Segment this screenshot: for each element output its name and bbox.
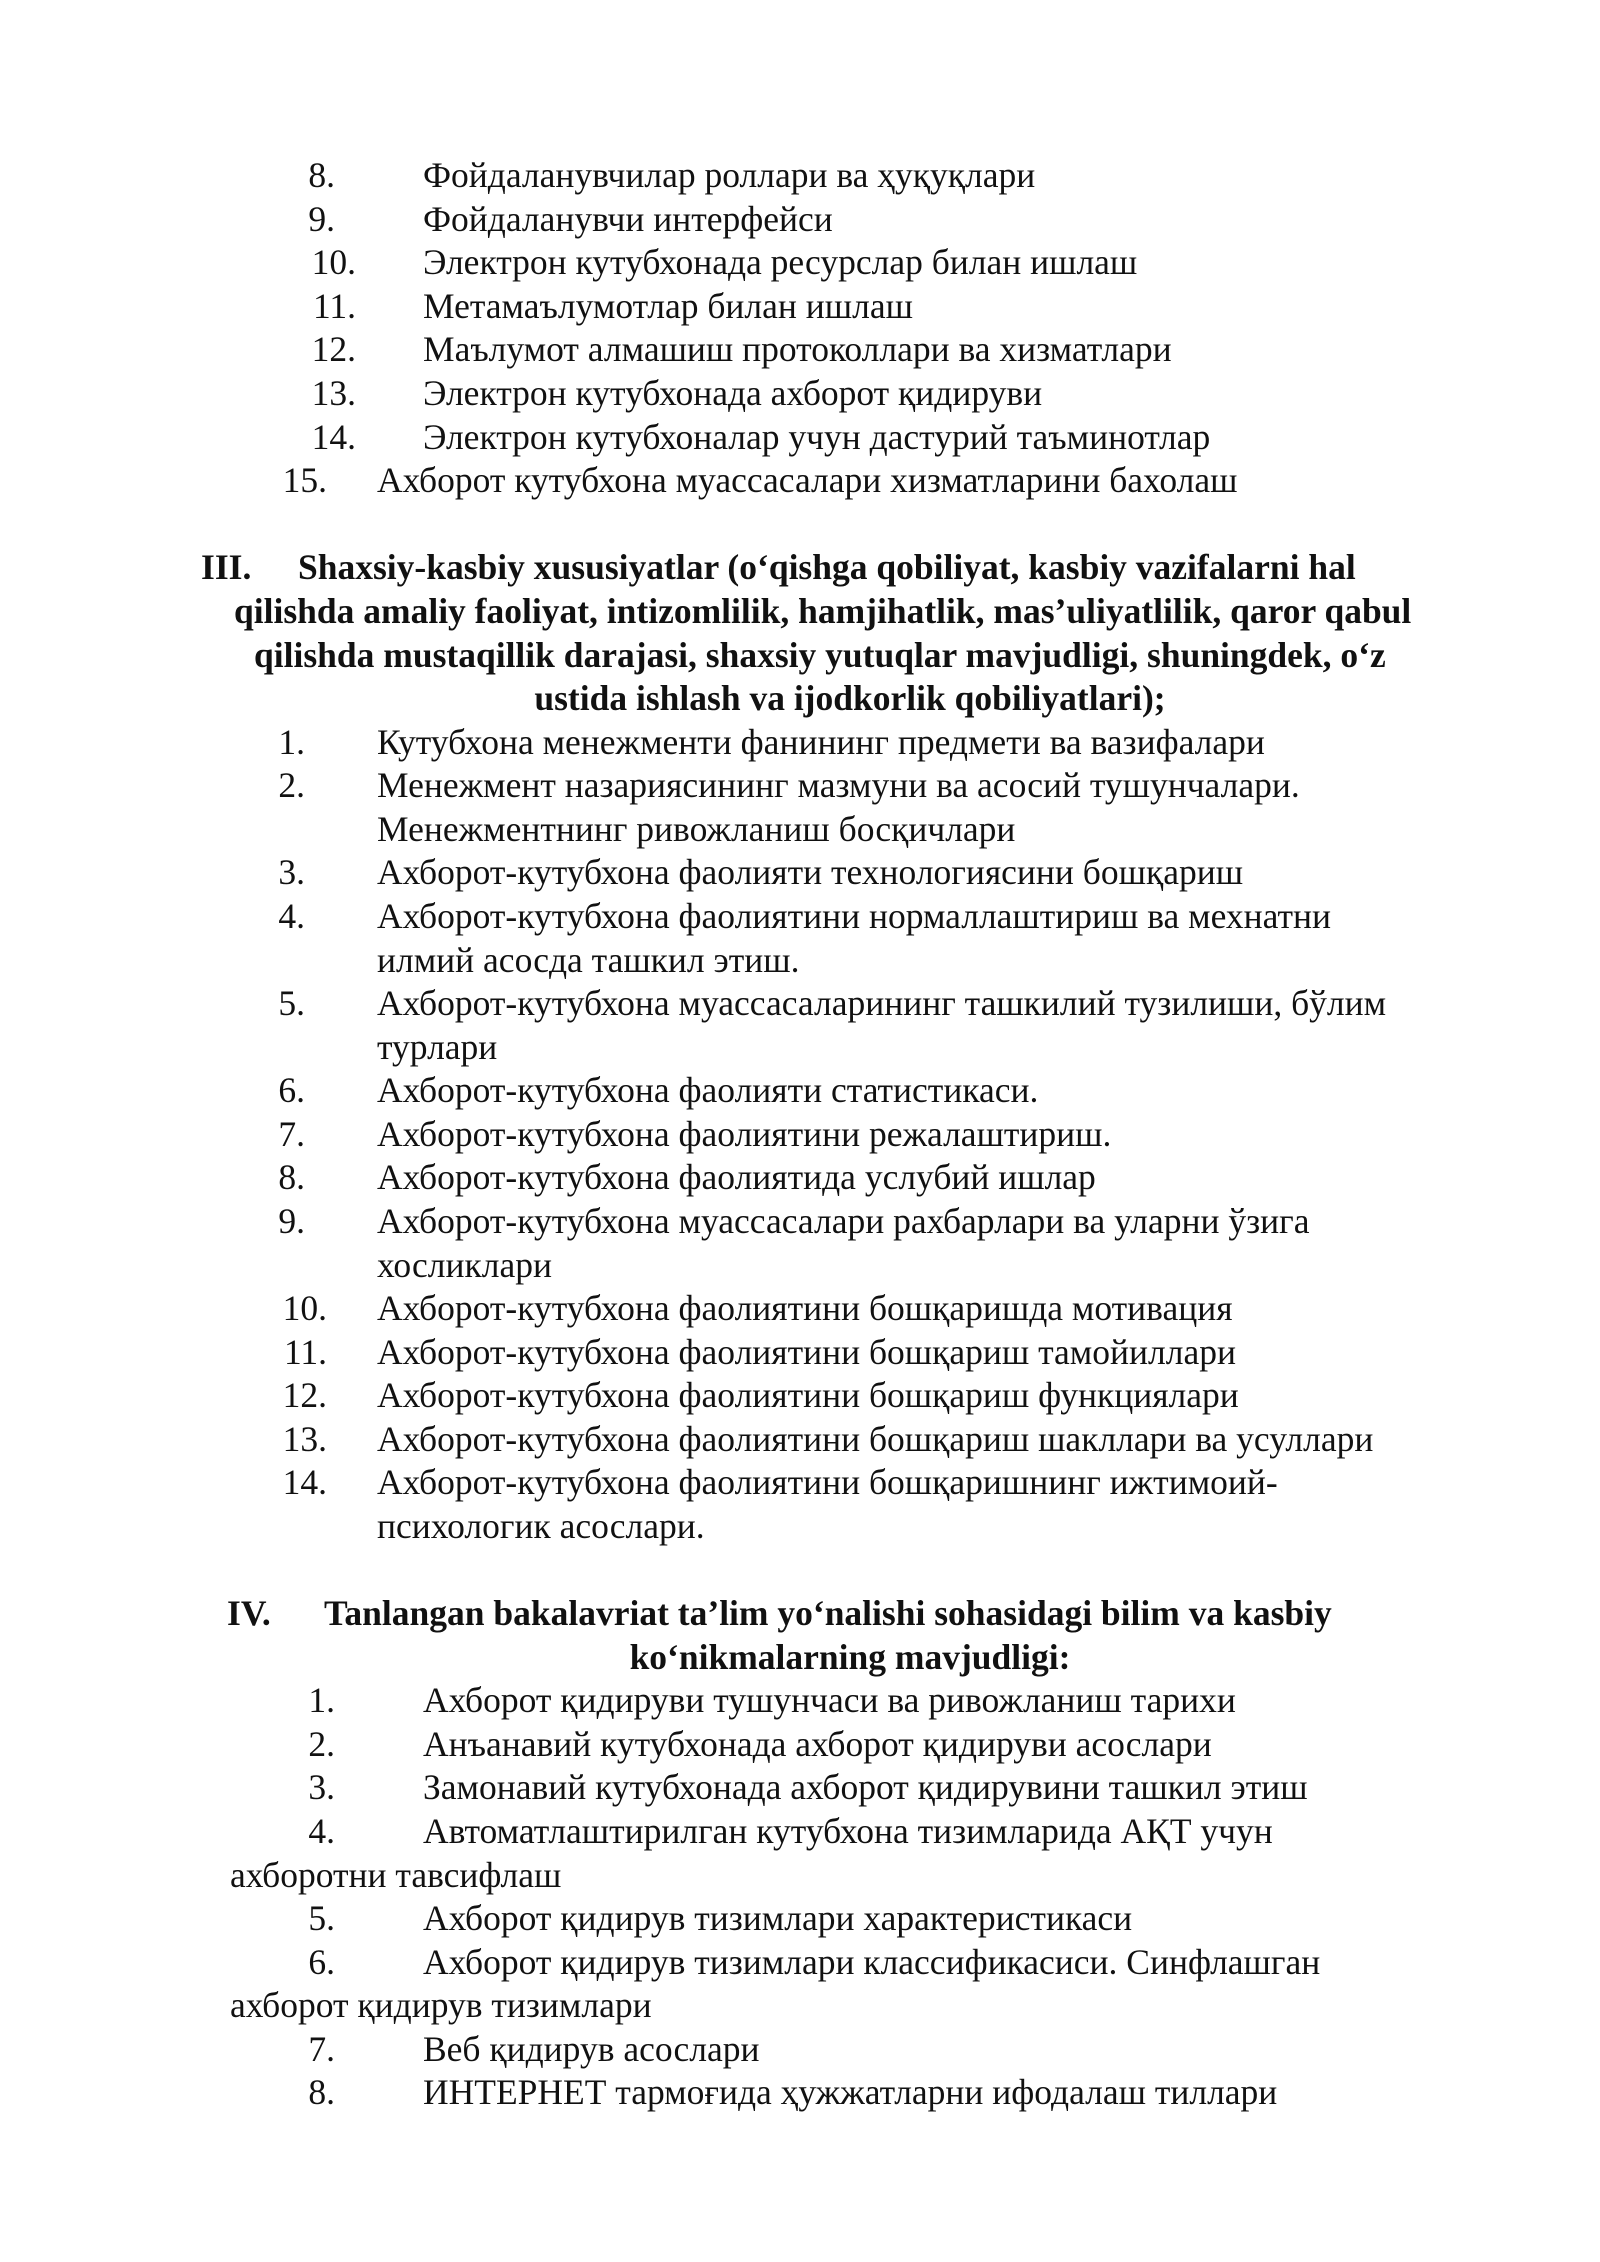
list-item-number: 9. [308,199,335,239]
list-item-text: Метамаълумотлар билан ишлаш [423,286,913,326]
list-item-number: 3. [308,1767,335,1807]
list-item-text: Ахборот-кутубхона фаолиятини бошқариш функциялари [377,1375,1239,1415]
list-item-number: 7. [278,1114,305,1154]
list-item-number: 14. [311,417,356,457]
list-item-text: Ахборот-кутубхона фаолиятини бошқаришнинг ижтимоий- [377,1462,1278,1502]
list-item-number: 5. [308,1898,335,1938]
list-item-text: илмий асосда ташкил этиш. [377,940,800,980]
list-item-number: 2. [278,765,305,805]
list-item-number: 6. [278,1070,305,1110]
list-item-number: 11. [283,1332,327,1372]
list-item-number: 5. [278,983,305,1023]
list-item-text: Ахборот-кутубхона фаолиятини режалаштириш. [377,1114,1112,1154]
list-item-text: Электрон кутубхоналар учун дастурий таъминотлар [423,417,1211,457]
list-item-text: Ахборот-кутубхона фаолияти статистикаси. [377,1070,1039,1110]
list-item-text: Замонавий кутубхонада ахборот қидирувини ташкил этиш [423,1767,1308,1807]
list-item-text: Менежмент назариясининг мазмуни ва асосий тушунчалари. [377,765,1300,805]
list-item-text: Ахборот кутубхона муассасалари хизматларини бахолаш [377,460,1238,500]
list-item-text: Ахборот қидирув тизимлари характеристикаси [423,1898,1133,1938]
list-item-text: Ахборот-кутубхона муассасаларининг ташкилий тузилиши, бўлим [377,983,1387,1023]
heading-line: qilishda amaliy faoliyat, intizomlilik, hamjihatlik, mas’uliyatlilik, qaror qabul [234,591,1412,631]
list-item-number: 8. [308,2072,335,2112]
list-item-text: психологик асослари. [377,1506,705,1546]
list-item-number: 13. [311,373,356,413]
list-item-number: 3. [278,852,305,892]
list-item-text: Фойдаланувчилар роллари ва ҳуқуқлари [423,155,1036,195]
list-item-text: Электрон кутубхонада ресурслар билан ишлаш [423,242,1138,282]
list-item-number: 9. [278,1201,305,1241]
list-item-number: 14. [282,1462,327,1502]
list-item-number: 10. [282,1288,327,1328]
list-item-number: 15. [282,460,327,500]
list-item-text: Фойдаланувчи интерфейси [423,199,833,239]
list-item-number: 4. [278,896,305,936]
heading-line: ko‘nikmalarning mavjudligi: [629,1637,1071,1677]
list-item-number: 4. [308,1811,335,1851]
list-item-number: 13. [282,1419,327,1459]
list-item-text: хосликлари [377,1245,552,1285]
list-item-text: Ахборот-кутубхона фаолиятида услубий ишлар [377,1157,1096,1197]
list-item-number: 7. [308,2029,335,2069]
list-item-text: турлари [377,1027,498,1067]
list-item-number: 1. [308,1680,335,1720]
list-item-number: 10. [311,242,356,282]
list-item-number: 11. [312,286,356,326]
list-item-text: Веб қидирув асослари [423,2029,760,2069]
heading-line: ustida ishlash va ijodkorlik qobiliyatlari); [534,678,1166,718]
heading-line: qilishda mustaqillik darajasi, shaxsiy yutuqlar mavjudligi, shuningdek, o‘z [254,635,1386,675]
heading-line: Shaxsiy-kasbiy xususiyatlar (o‘qishga qobiliyat, kasbiy vazifalarni hal [298,547,1356,587]
heading-line: Tanlangan bakalavriat ta’lim yo‘nalishi sohasidagi bilim va kasbiy [324,1593,1332,1633]
list-item-text: ахборотни тавсифлаш [230,1855,562,1895]
list-item-text: Электрон кутубхонада ахборот қидируви [423,373,1043,413]
list-item-text: Менежментнинг ривожланиш босқичлари [377,809,1016,849]
list-item-number: 12. [282,1375,327,1415]
section-roman-numeral: IV. [227,1593,271,1633]
list-item-text: Ахборот-кутубхона фаолиятини нормаллаштириш ва мехнатни [377,896,1332,936]
list-item-text: Ахборот-кутубхона фаолиятини бошқариш тамойиллари [377,1332,1236,1372]
list-item-text: Ахборот қидирув тизимлари классификасиси. Синфлашган [423,1942,1321,1982]
list-item-text: Ахборот қидируви тушунчаси ва ривожланиш тарихи [423,1680,1236,1720]
list-item-text: Маълумот алмашиш протоколлари ва хизматлари [423,329,1172,369]
list-item-text: Ахборот-кутубхона фаолиятини бошқариш шакллари ва усуллари [377,1419,1374,1459]
section-roman-numeral: III. [201,547,252,587]
list-item-text: Анъанавий кутубхонада ахборот қидируви асослари [423,1724,1212,1764]
list-item-text: Автоматлаштирилган кутубхона тизимларида АҚТ учун [423,1811,1273,1851]
list-item-number: 8. [308,155,335,195]
list-item-text: ахборот қидирув тизимлари [230,1985,652,2025]
list-item-number: 12. [311,329,356,369]
list-item-text: Ахборот-кутубхона фаолиятини бошқаришда мотивация [377,1288,1233,1328]
list-item-text: Ахборот-кутубхона муассасалари рахбарлари ва уларни ўзига [377,1201,1310,1241]
list-item-number: 6. [308,1942,335,1982]
list-item-number: 2. [308,1724,335,1764]
list-item-text: ИНТЕРНЕТ тармоғида ҳужжатларни ифодалаш тиллари [423,2072,1278,2112]
list-item-text: Ахборот-кутубхона фаолияти технологиясини бошқариш [377,852,1244,892]
list-item-text: Кутубхона менежменти фанининг предмети ва вазифалари [377,722,1265,762]
list-item-number: 8. [278,1157,305,1197]
list-item-number: 1. [278,722,305,762]
